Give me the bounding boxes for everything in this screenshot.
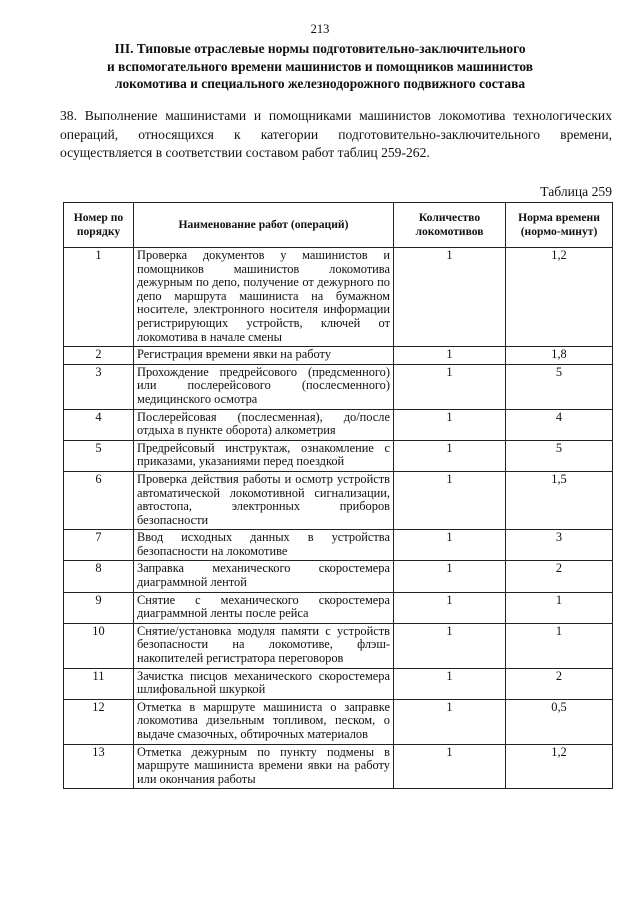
cell-operation-name: Прохождение предрейсового (предсменного) или послерейсового (послесменного) медицинского осмотра	[134, 364, 394, 409]
table-body	[64, 248, 613, 789]
cell-time-norm: 4	[506, 409, 613, 440]
cell-operation-name: Снятие/установка модуля памяти с устройств безопасности на локомотиве, флэш-накопителей регистратора переговоров	[134, 623, 394, 668]
cell-locomotive-count: 1	[394, 623, 506, 668]
cell-number: 2	[64, 347, 134, 365]
cell-locomotive-count: 1	[394, 699, 506, 744]
cell-number: 10	[64, 623, 134, 668]
table-row	[64, 248, 613, 347]
cell-time-norm: 3	[506, 530, 613, 561]
cell-locomotive-count: 1	[394, 668, 506, 699]
cell-locomotive-count: 1	[394, 530, 506, 561]
cell-operation-name: Регистрация времени явки на работу	[134, 347, 394, 365]
cell-locomotive-count: 1	[394, 364, 506, 409]
cell-operation-name: Заправка механического скоростемера диаграммной лентой	[134, 561, 394, 592]
section-title-line: и вспомогательного времени машинистов и помощников машинистов	[106, 58, 534, 74]
cell-number: 1	[64, 248, 134, 347]
cell-number: 5	[64, 440, 134, 471]
table-row	[64, 347, 613, 365]
cell-number: 9	[64, 592, 134, 623]
header-norm: Норма времени (нормо-минут)	[506, 203, 613, 248]
table-row	[64, 744, 613, 789]
cell-time-norm: 1,8	[506, 347, 613, 365]
cell-locomotive-count: 1	[394, 347, 506, 365]
cell-locomotive-count: 1	[394, 561, 506, 592]
cell-operation-name: Отметка в маршруте машиниста о заправке локомотива дизельным топливом, песком, о выдаче смазочных, обтирочных материалов	[134, 699, 394, 744]
cell-number: 13	[64, 744, 134, 789]
cell-operation-name: Отметка дежурным по пункту подмены в маршруте машиниста времени явки на работу или окончания работы	[134, 744, 394, 789]
cell-locomotive-count: 1	[394, 744, 506, 789]
paragraph-38: 38. Выполнение машинистами и помощниками машинистов локомотива технологических операций, относящихся к категории подготовительно-заключительного времени, осуществляется в соответствии составом работ таблиц 259-262.	[60, 108, 612, 160]
section-title-line: локомотива и специального железнодорожного подвижного состава	[114, 76, 526, 92]
cell-operation-name: Ввод исходных данных в устройства безопасности на локомотиве	[134, 530, 394, 561]
cell-number: 11	[64, 668, 134, 699]
cell-operation-name: Проверка документов у машинистов и помощников машинистов локомотива дежурным по депо, получение от дежурного по депо маршрута машиниста на бумажном носителе, электронного носителя информации регистрирующих устройств, ключей от локомотива в начале смены	[134, 248, 394, 347]
table-row	[64, 623, 613, 668]
cell-time-norm: 5	[506, 440, 613, 471]
cell-time-norm: 1,2	[506, 744, 613, 789]
cell-time-norm: 5	[506, 364, 613, 409]
cell-locomotive-count: 1	[394, 471, 506, 529]
cell-locomotive-count: 1	[394, 440, 506, 471]
cell-locomotive-count: 1	[394, 248, 506, 347]
table-header-row	[64, 203, 613, 248]
section-title-line: III. Типовые отраслевые нормы подготовительно-заключительного	[114, 41, 526, 56]
cell-time-norm: 0,5	[506, 699, 613, 744]
table-row	[64, 699, 613, 744]
cell-operation-name: Предрейсовый инструктаж, ознакомление с приказами, указаниями перед поездкой	[134, 440, 394, 471]
cell-number: 6	[64, 471, 134, 529]
page-number: 213	[310, 22, 330, 36]
cell-operation-name: Проверка действия работы и осмотр устройств автоматической локомотивной сигнализации, автостопа, электронных приборов безопасности	[134, 471, 394, 529]
cell-number: 12	[64, 699, 134, 744]
table-row	[64, 471, 613, 529]
cell-time-norm: 1	[506, 623, 613, 668]
cell-time-norm: 2	[506, 668, 613, 699]
cell-time-norm: 1,5	[506, 471, 613, 529]
table-row	[64, 440, 613, 471]
cell-time-norm: 1,2	[506, 248, 613, 347]
cell-locomotive-count: 1	[394, 592, 506, 623]
header-name: Наименование работ (операций)	[134, 203, 394, 248]
cell-operation-name: Зачистка писцов механического скоростемера шлифовальной шкуркой	[134, 668, 394, 699]
cell-operation-name: Послерейсовая (послесменная), до/после отдыха в пункте оборота) алкометрия	[134, 409, 394, 440]
header-count: Количество локомотивов	[394, 203, 506, 248]
norms-table	[63, 202, 613, 789]
table-row	[64, 364, 613, 409]
table-row	[64, 561, 613, 592]
table-row	[64, 668, 613, 699]
cell-time-norm: 2	[506, 561, 613, 592]
cell-operation-name: Снятие с механического скоростемера диаграммной ленты после рейса	[134, 592, 394, 623]
header-number: Номер по порядку	[64, 203, 134, 248]
table-row	[64, 530, 613, 561]
table-row	[64, 592, 613, 623]
section-title	[80, 40, 560, 93]
cell-number: 3	[64, 364, 134, 409]
cell-number: 7	[64, 530, 134, 561]
table-caption: Таблица 259	[540, 184, 612, 199]
cell-number: 8	[64, 561, 134, 592]
cell-number: 4	[64, 409, 134, 440]
table-header	[64, 203, 613, 248]
table-row	[64, 409, 613, 440]
cell-time-norm: 1	[506, 592, 613, 623]
cell-locomotive-count: 1	[394, 409, 506, 440]
